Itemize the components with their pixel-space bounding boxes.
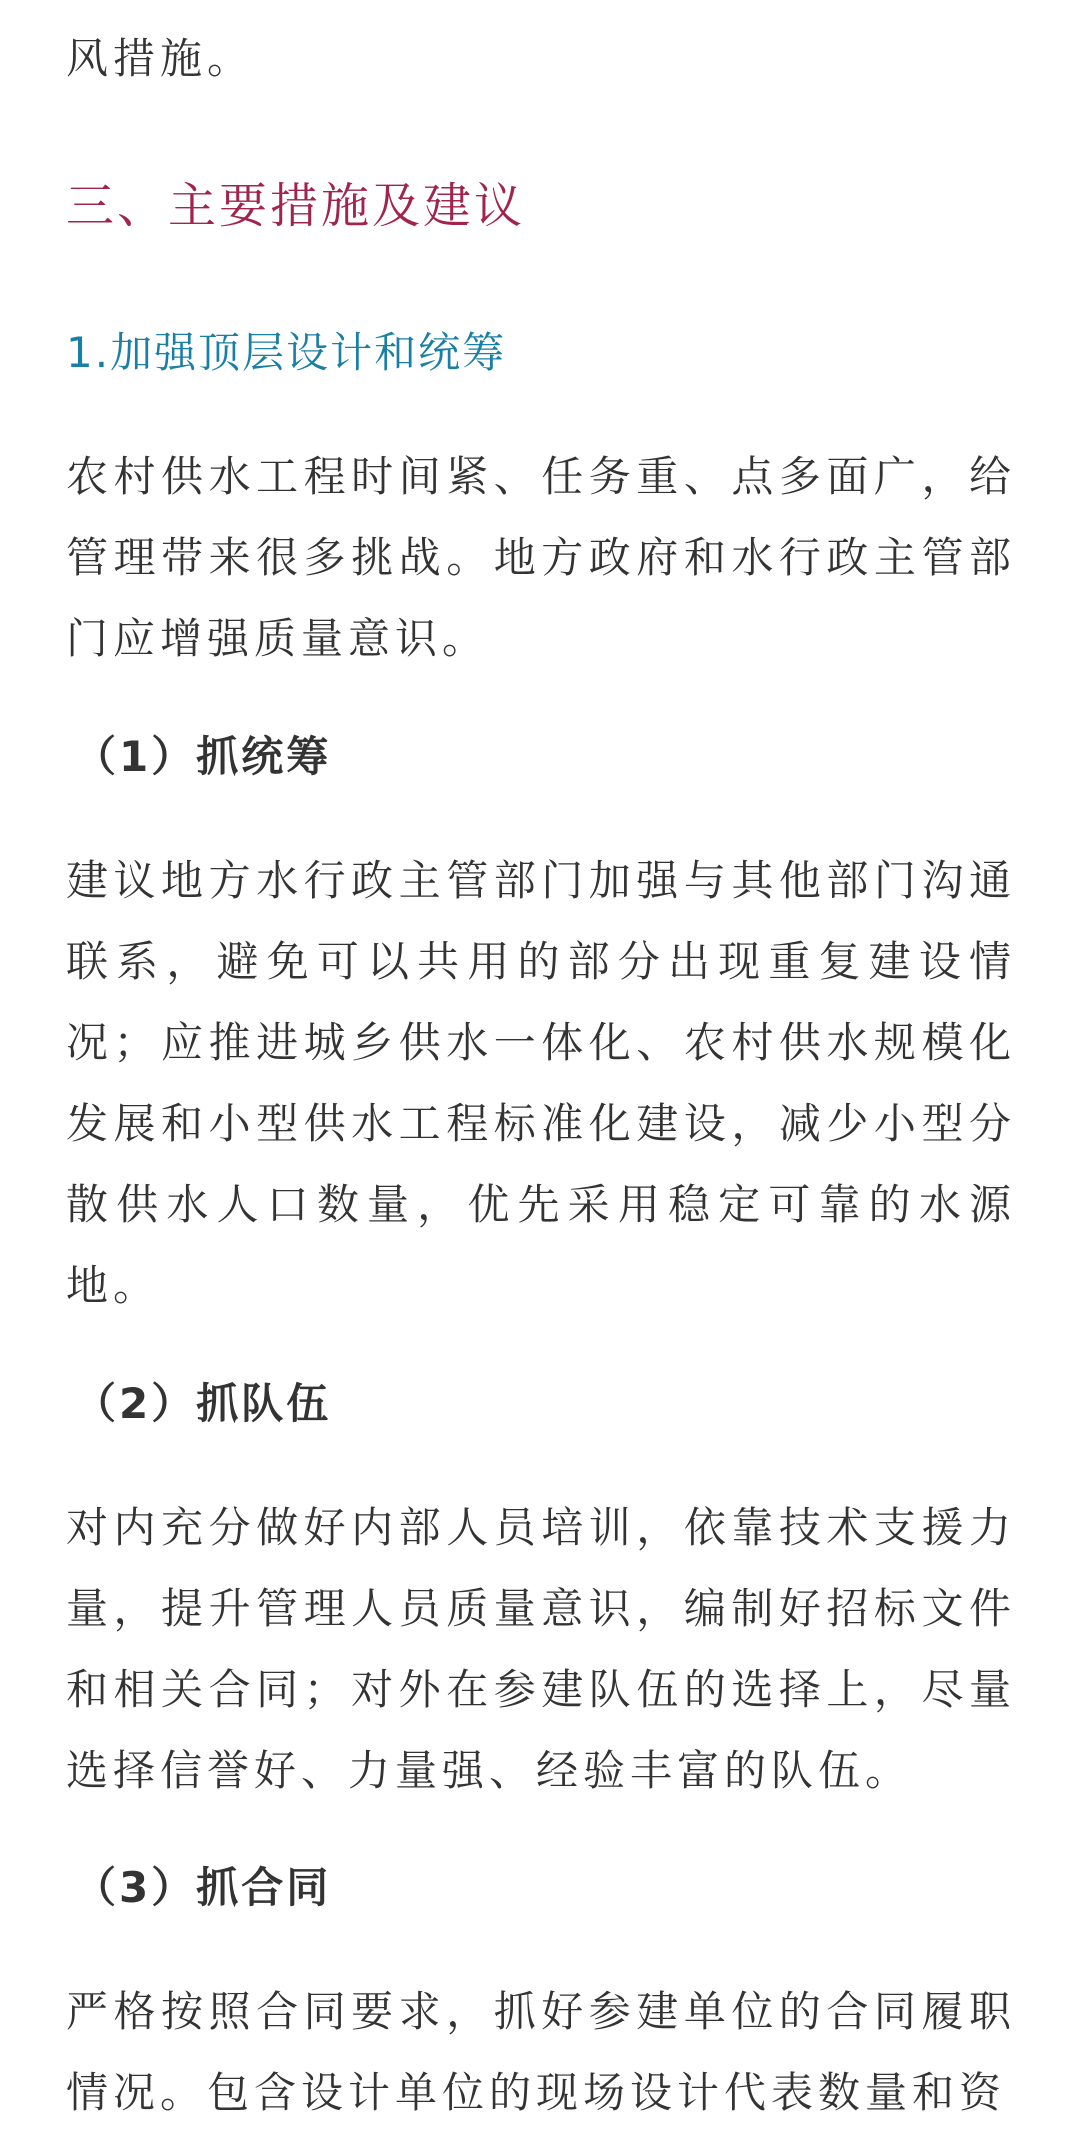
item-2-heading: （2）抓队伍 bbox=[74, 1379, 332, 1428]
intro-tail-paragraph: 风措施。 bbox=[66, 34, 255, 83]
subsection-heading: 1.加强顶层设计和统筹 bbox=[66, 328, 507, 377]
item-3-heading: （3）抓合同 bbox=[74, 1863, 332, 1912]
item-1-heading: （1）抓统筹 bbox=[74, 732, 332, 781]
paragraph-2: 建议地方水行政主管部门加强与其他部门沟通联系，避免可以共用的部分出现重复建设情况；应推进城乡供水一体化、农村供水规模化发展和小型供水工程标准化建设，减少小型分散供水人口数量，优先采用稳定可靠的水源地。 bbox=[66, 856, 1016, 1310]
paragraph-3: 对内充分做好内部人员培训，依靠技术支援力量，提升管理人员质量意识，编制好招标文件和相关合同；对外在参建队伍的选择上，尽量选择信誉好、力量强、经验丰富的队伍。 bbox=[66, 1503, 1016, 1795]
paragraph-4: 严格按照合同要求，抓好参建单位的合同履职情况。包含设计单位的现场设计代表数量和资 bbox=[66, 1987, 1016, 2117]
paragraph-1: 农村供水工程时间紧、任务重、点多面广，给管理带来很多挑战。地方政府和水行政主管部门应增强质量意识。 bbox=[66, 452, 1016, 663]
section-heading: 三、主要措施及建议 bbox=[66, 178, 526, 234]
